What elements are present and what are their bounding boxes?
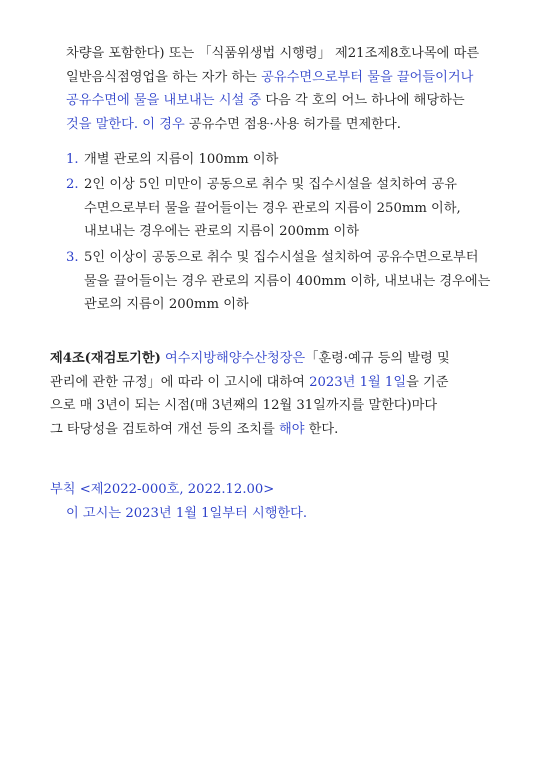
intro-text: 차량을 포함한다) 또는 「식품위생법 시행령」 제21조제8호나목에 따른 [66,46,480,61]
list-item [66,246,500,317]
intro-paragraph [66,42,500,136]
intro-text: 일반음식점영업을 하는 자가 하는 [66,69,262,85]
article-date: 2023년 1월 1일 [309,374,407,390]
addendum-line [50,502,500,526]
intro-highlight: 이 경우 [138,116,185,132]
intro-highlight: 공유수면에 물을 내보내는 시설 중 [66,93,262,108]
item-line: 내보내는 경우에는 관로의 지름이 200mm 이하 [84,224,359,239]
article-highlight: 해야 [278,421,305,437]
item-line: 관로의 지름이 200mm 이하 [84,297,249,312]
intro-text: 다음 각 호의 어느 하나에 해당하는 [261,93,465,108]
item-line: 수면으로부터 물을 끌어들이는 경우 관로의 지름이 250mm 이하, [84,200,461,216]
article-text: 을 기준 [406,374,449,390]
article-text: 한다. [304,421,339,437]
article-text: 그 타당성을 검토하여 개선 등의 조치를 [50,421,279,437]
intro-highlight: 공유수면으로부터 물을 끌어들이거나 [261,69,474,85]
intro-line [66,42,500,66]
article-heading: 제4조(재검토기한) [50,351,161,366]
addendum-notice-number: <제2022-000호, 2022.12.00> [79,482,275,497]
addendum-line [50,478,500,502]
item-number: 2. [66,177,79,192]
intro-text: 공유수면 점용·사용 허가를 면제한다. [184,116,401,132]
intro-highlight: 것을 말한다. [66,116,139,132]
item-line: 2인 이상 5인 미만이 공동으로 취수 및 집수시설을 설치하여 공유 [84,177,457,192]
item-line: 5인 이상이 공동으로 취수 및 집수시설을 설치하여 공유수면으로부터 [84,250,479,265]
item-number: 3. [66,250,79,265]
article-line [50,371,500,395]
addendum-heading: 부칙 [50,482,76,497]
article-line [50,347,500,371]
list-item [66,148,500,172]
article-line [50,418,500,442]
intro-line [66,89,500,113]
addendum-text: 이 고시는 2023년 1월 1일부터 시행한다. [66,505,308,521]
list-item [66,173,500,244]
article-line [50,394,500,418]
item-number: 1. [66,152,79,167]
addendum [50,478,500,525]
article-text: 관리에 관한 규정」에 따라 이 고시에 대하여 [50,374,310,390]
intro-line [66,66,500,90]
article-4 [50,347,500,441]
article-authority: 여수지방해양수산청장은 [165,351,306,366]
item-line: 개별 관로의 지름이 100mm 이하 [84,152,279,167]
item-line: 물을 끌어들이는 경우 관로의 지름이 400mm 이하, 내보내는 경우에는 [84,273,491,289]
article-text: 으로 매 3년이 되는 시점(매 3년째의 12월 31일까지를 말한다)마다 [50,398,438,413]
article-text: 「훈령·예규 등의 발령 및 [305,351,450,366]
intro-line [66,113,500,137]
